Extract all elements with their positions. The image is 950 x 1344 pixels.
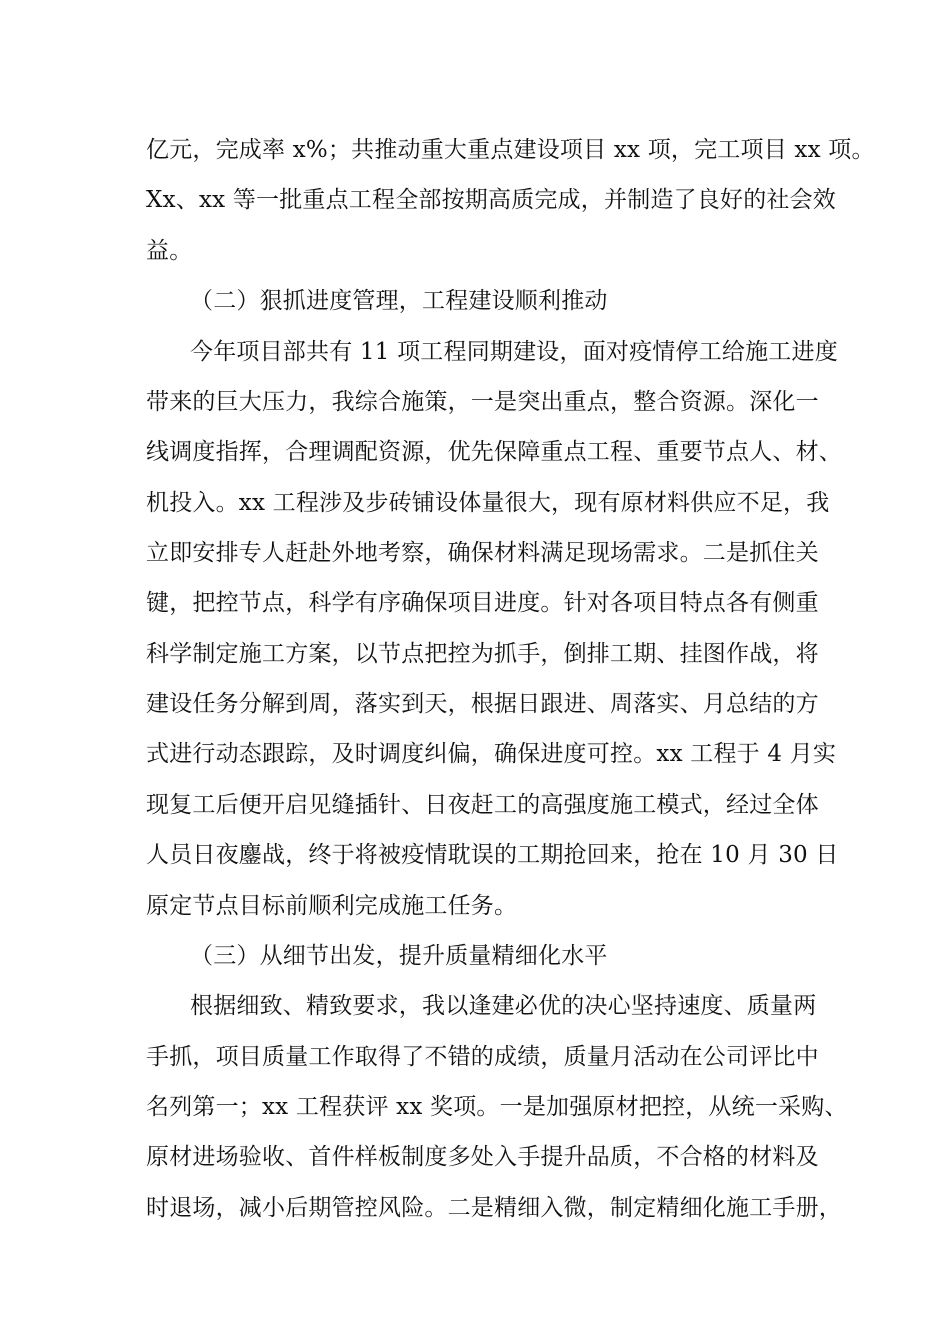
text-line: 手抓，项目质量工作取得了不错的成绩，质量月活动在公司评比中 bbox=[146, 1044, 819, 1070]
text-line: 机投入。xx 工程涉及步砖铺设体量很大，现有原材料供应不足，我 bbox=[146, 490, 830, 516]
text-line: 人员日夜鏖战，终于将被疫情耽误的工期抢回来，抢在 10 月 30 日 bbox=[146, 842, 839, 868]
text-line: 立即安排专人赶赴外地考察，确保材料满足现场需求。二是抓住关 bbox=[146, 540, 819, 566]
text-line: 时退场，减小后期管控风险。二是精细入微，制定精细化施工手册， bbox=[146, 1195, 842, 1221]
text-line: 今年项目部共有 11 项工程同期建设，面对疫情停工给施工进度 bbox=[190, 339, 838, 365]
text-line: 原定节点目标前顺利完成施工任务。 bbox=[146, 893, 518, 919]
text-line: Xx、xx 等一批重点工程全部按期高质完成，并制造了良好的社会效 bbox=[146, 187, 836, 213]
text-line: 建设任务分解到周，落实到天，根据日跟进、周落实、月总结的方 bbox=[146, 691, 819, 717]
section-heading: （三）从细节出发，提升质量精细化水平 bbox=[190, 943, 608, 969]
text-line: 带来的巨大压力，我综合施策，一是突出重点，整合资源。深化一 bbox=[146, 389, 819, 415]
section-heading: （二）狠抓进度管理，工程建设顺利推动 bbox=[190, 288, 608, 314]
text-line: 益。 bbox=[146, 238, 193, 264]
text-line: 原材进场验收、首件样板制度多处入手提升品质，不合格的材料及 bbox=[146, 1144, 819, 1170]
text-line: 线调度指挥，合理调配资源，优先保障重点工程、重要节点人、材、 bbox=[146, 439, 842, 465]
text-line: 式进行动态跟踪，及时调度纠偏，确保进度可控。xx 工程于 4 月实 bbox=[146, 741, 837, 767]
text-line: 根据细致、精致要求，我以逢建必优的决心坚持速度、质量两 bbox=[190, 993, 817, 1019]
text-line: 科学制定施工方案，以节点把控为抓手，倒排工期、挂图作战，将 bbox=[146, 641, 819, 667]
text-line: 名列第一；xx 工程获评 xx 奖项。一是加强原材把控，从统一采购、 bbox=[146, 1094, 848, 1120]
text-line: 键，把控节点，科学有序确保项目进度。针对各项目特点各有侧重 bbox=[146, 590, 819, 616]
text-line: 现复工后便开启见缝插针、日夜赶工的高强度施工模式，经过全体 bbox=[146, 792, 819, 818]
text-line: 亿元，完成率 x%；共推动重大重点建设项目 xx 项，完工项目 xx 项。 bbox=[146, 137, 875, 163]
